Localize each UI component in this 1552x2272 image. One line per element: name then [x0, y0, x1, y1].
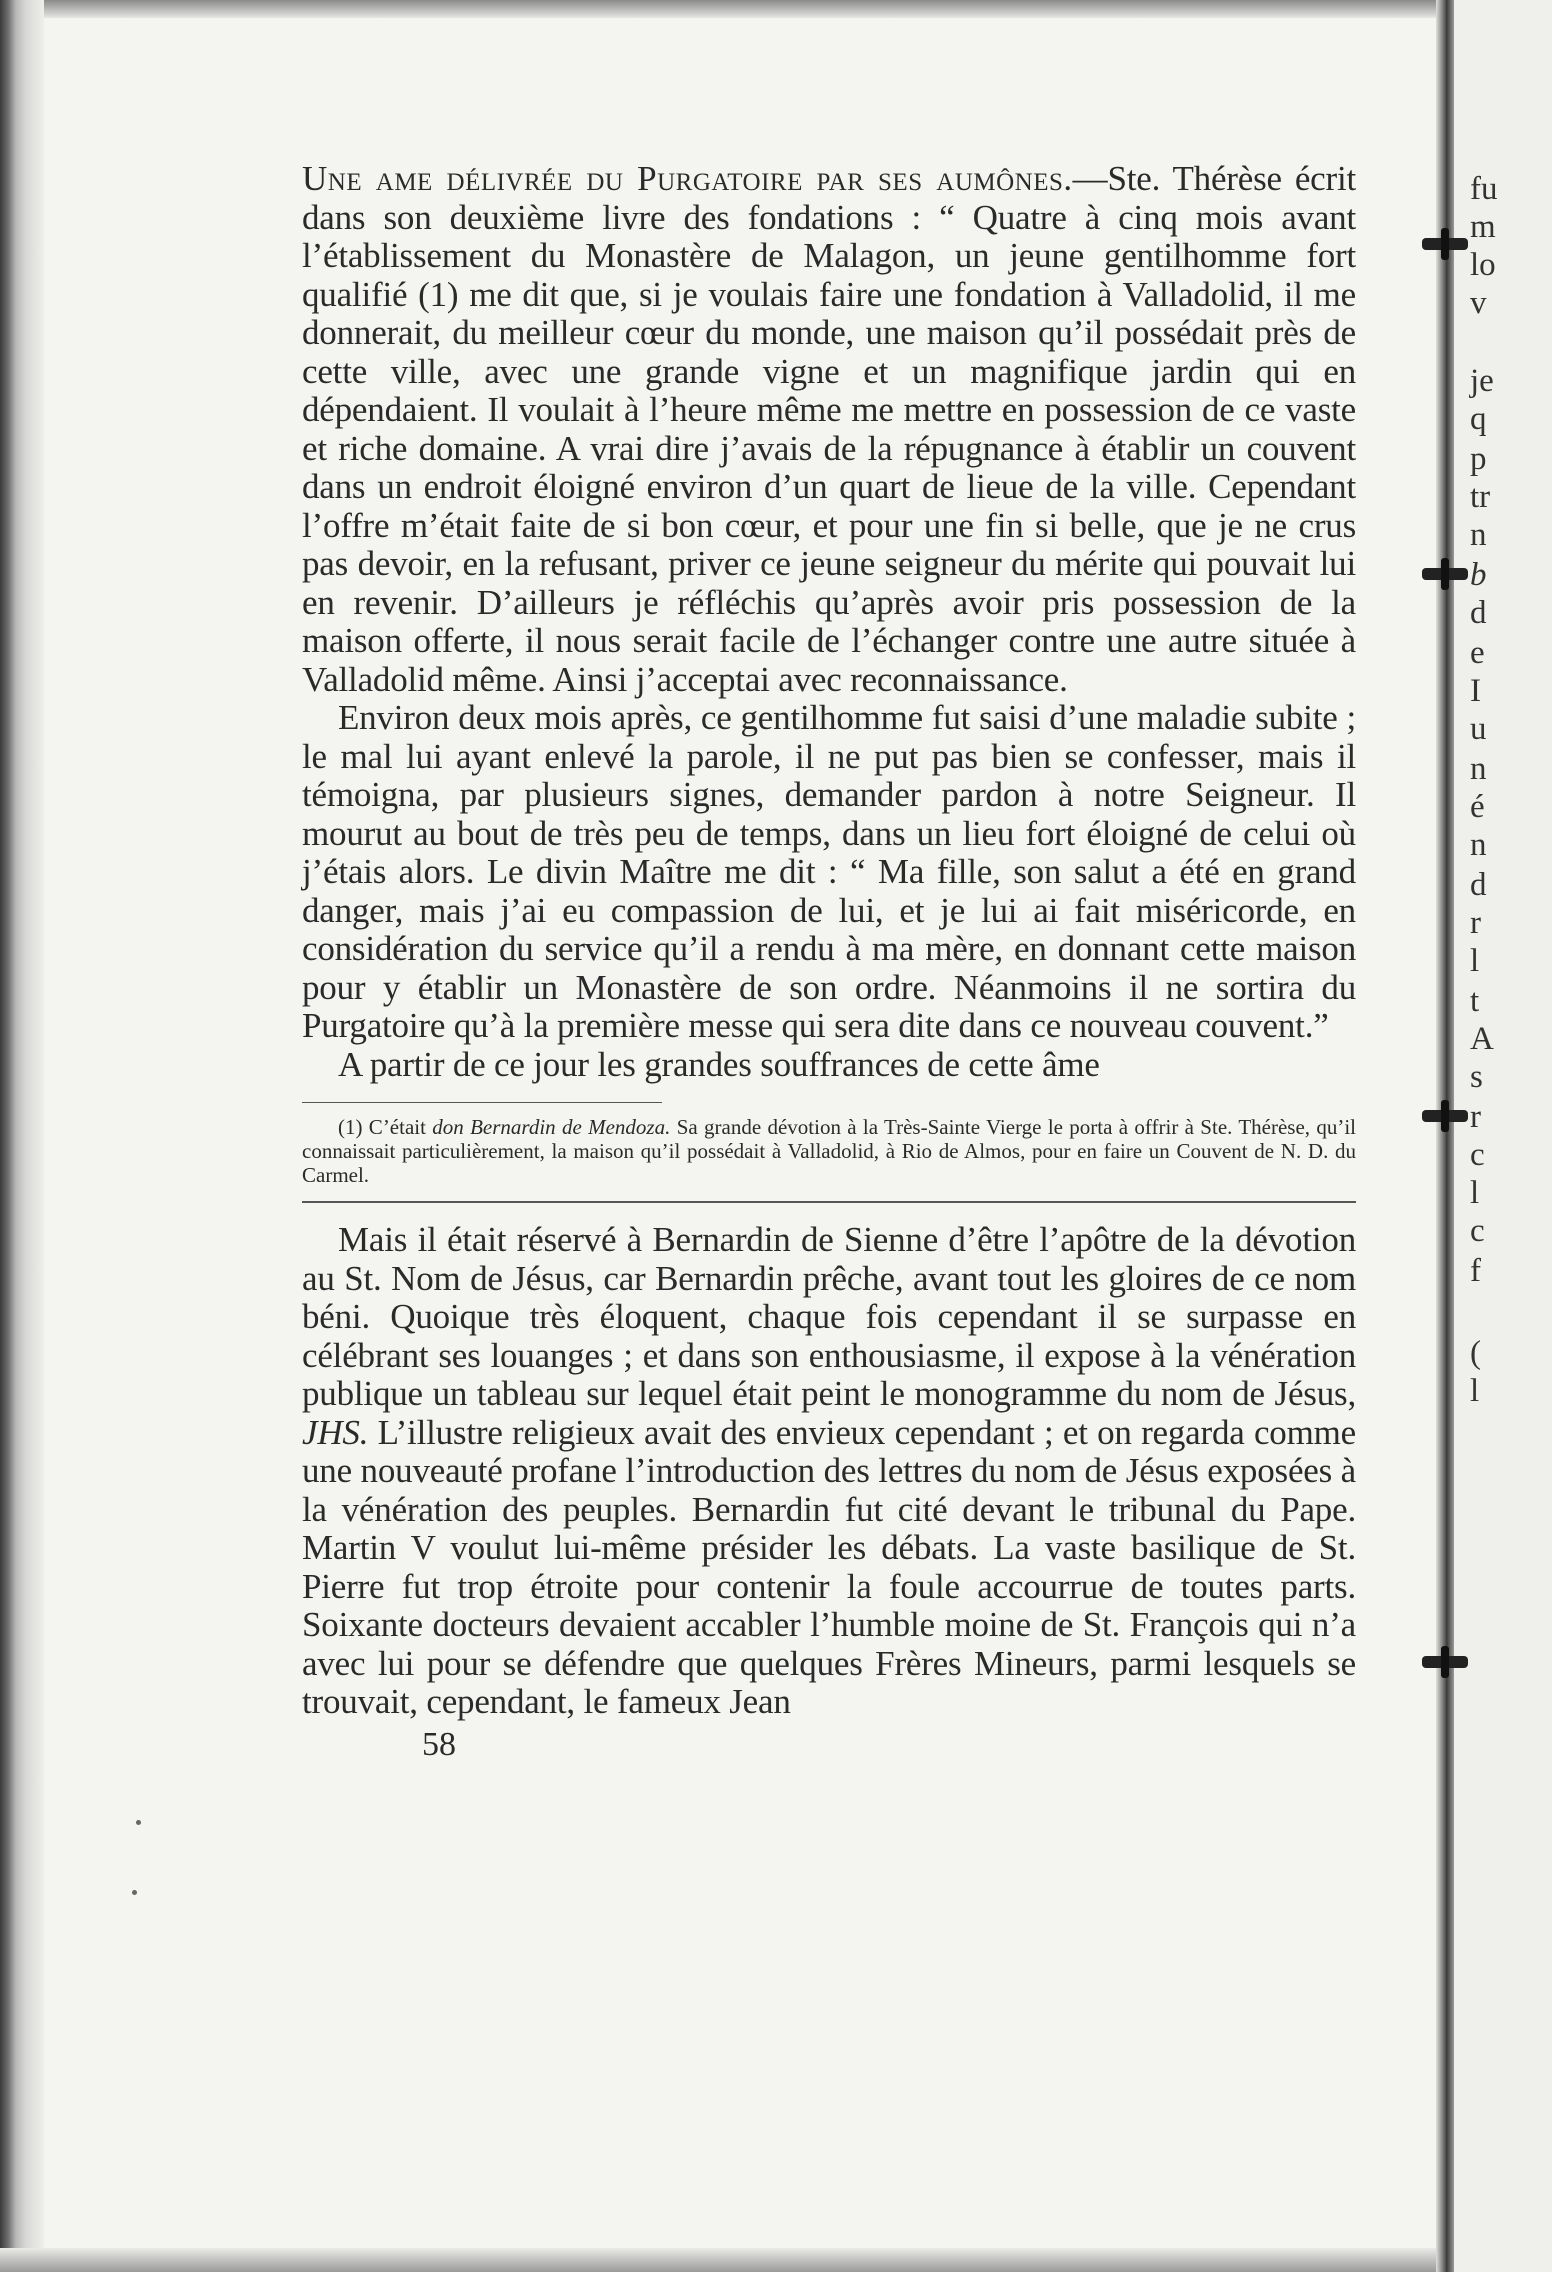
paragraph-3: A partir de ce jour les grandes souffrances de cette âme — [338, 1044, 1100, 1084]
facing-page-fragment — [1454, 0, 1552, 2272]
facing-line: I — [1470, 673, 1481, 709]
facing-line: lo — [1470, 247, 1496, 283]
footnote-text: Sa grande dévotion à la Très-Sainte Vierge le porta à offrir à Ste. Thérèse, qu’il connaissait particulièrement, la maison qu’il possédait à Valladolid, à Rio de Almos, pour en faire un Couvent de N. D. du Carmel. — [302, 1115, 1357, 1187]
paragraph-4-text-b: L’illustre religieux avait des envieux cependant ; et on regarda comme une nouveauté profane l’introduction des lettres du nom de Jésus exposées à la vénération des peuples. Bernardin fut cité devant le tribunal du Pape. Martin V voulut lui-même présider les débats. La vaste basilique de St. Pierre fut trop étroite pour contenir la foule accourrue de toutes parts. Soixante docteurs devaient accabler l’humble moine de St. François qui n’a avec lui pour se défendre que quelques Frères Mineurs, parmi lesquels se trouvait, cependant, le fameux Jean — [302, 1412, 1356, 1721]
facing-line: r — [1470, 905, 1481, 941]
facing-line: b — [1470, 557, 1487, 593]
facing-line: l — [1470, 1175, 1480, 1211]
facing-line: je — [1470, 363, 1494, 399]
scan-speck — [132, 1890, 137, 1895]
scan-top-edge — [0, 0, 1552, 18]
facing-line: r — [1470, 1099, 1481, 1135]
facing-line: u — [1470, 711, 1487, 747]
paragraph-4 — [302, 1221, 1356, 1722]
paragraph-4-text-a: Mais il était réservé à Bernardin de Sienne d’être l’apôtre de la dévotion au St. Nom de Jésus, car Bernardin prêche, avant tout les gloires de ce nom béni. Quoique très éloquent, chaque fois cependant il se surpasse en célébrant ses louanges ; et dans son enthousiasme, il expose à la vénération publique un tableau sur lequel était peint le monogramme du nom de Jésus, — [302, 1220, 1356, 1413]
paragraph-1 — [302, 160, 1356, 699]
paragraph-1-text: —Ste. Thérèse écrit dans son deuxième livre des fondations : “ Quatre à cinq mois avant l’établissement du Monastère de Malagon, un jeune gentilhomme fort qualifié (1) me dit que, si je voulais faire une fondation à Valladolid, il me donnerait, du meilleur cœur du monde, une maison qu’il possédait près de cette ville, avec une grande vigne et un magnifique jardin qui en dépendaient. Il voulait à l’heure même me mettre en possession de ce vaste et riche domaine. A vrai dire j’avais de la répugnance à établir un couvent dans un endroit éloigné environ d’un quart de lieue de la ville. Cependant l’offre m’était faite de si bon cœur, et pour une fin si belle, que je ne crus pas devoir, en la refusant, priver ce jeune seigneur du mérite qui pouvait lui en revenir. D’ailleurs je réfléchis qu’après avoir pris possession de la maison offerte, il nous serait facile de l’échanger contre une autre située à Valladolid même. Ainsi j’acceptai avec reconnaissance. — [302, 159, 1357, 699]
binding-staple — [1422, 1110, 1468, 1122]
facing-line: f — [1470, 1253, 1481, 1289]
facing-line: t — [1470, 983, 1480, 1019]
paragraph-2: Environ deux mois après, ce gentilhomme fut saisi d’une maladie subite ; le mal lui ayant enlevé la parole, il ne put pas bien se confesser, mais il témoigna, par plusieurs signes, demander pardon à notre Seigneur. Il mourut au bout de très peu de temps, dans un lieu fort éloigné de celui où j’étais alors. Le divin Maître me dit : “ Ma fille, son salut a été en grand danger, mais j’ai eu compassion de lui, et je lui ai fait miséricorde, en considération du service qu’il a rendu à ma mère, en donnant cette maison pour y établir un Monastère de son ordre. Néanmoins il ne sortira du Purgatoire qu’à la première messe qui sera dite dans ce nouveau couvent.” — [302, 698, 1356, 1045]
footnote — [302, 1115, 1356, 1187]
facing-line: d — [1470, 595, 1487, 631]
monogram-text: JHS. — [302, 1412, 369, 1452]
section-heading: Une ame délivrée du Purgatoire par ses aumônes. — [302, 159, 1073, 198]
facing-line: c — [1470, 1137, 1485, 1173]
footnote-name: don Bernardin de Mendoza. — [432, 1115, 671, 1139]
facing-line: m — [1470, 209, 1496, 245]
footnote-marker: (1) C’était — [338, 1115, 426, 1139]
facing-line: d — [1470, 867, 1487, 903]
facing-line: n — [1470, 751, 1487, 787]
page-number: 58 — [422, 1725, 456, 1763]
scan-speck — [136, 1820, 141, 1825]
facing-line: n — [1470, 517, 1487, 553]
facing-line: n — [1470, 827, 1487, 863]
facing-line: ( — [1470, 1335, 1481, 1371]
facing-line: q — [1470, 401, 1487, 437]
facing-line: tr — [1470, 479, 1491, 515]
facing-line: é — [1470, 789, 1485, 825]
footnote-rule — [302, 1102, 662, 1103]
book-page — [302, 160, 1356, 1764]
facing-line: fu — [1470, 171, 1498, 207]
book-gutter — [1436, 0, 1454, 2272]
facing-line: A — [1470, 1021, 1494, 1057]
facing-line: p — [1470, 441, 1487, 477]
scan-bottom-edge — [0, 2248, 1552, 2272]
facing-line: v — [1470, 285, 1487, 321]
facing-line: l — [1470, 1373, 1480, 1409]
scan-left-edge — [0, 0, 44, 2272]
facing-line: e — [1470, 635, 1485, 671]
binding-staple — [1422, 568, 1468, 580]
facing-line: l — [1470, 943, 1480, 979]
binding-staple — [1422, 238, 1468, 250]
section-divider — [302, 1201, 1356, 1203]
facing-line: s — [1470, 1059, 1483, 1095]
binding-staple — [1422, 1656, 1468, 1668]
facing-line: c — [1470, 1213, 1485, 1249]
